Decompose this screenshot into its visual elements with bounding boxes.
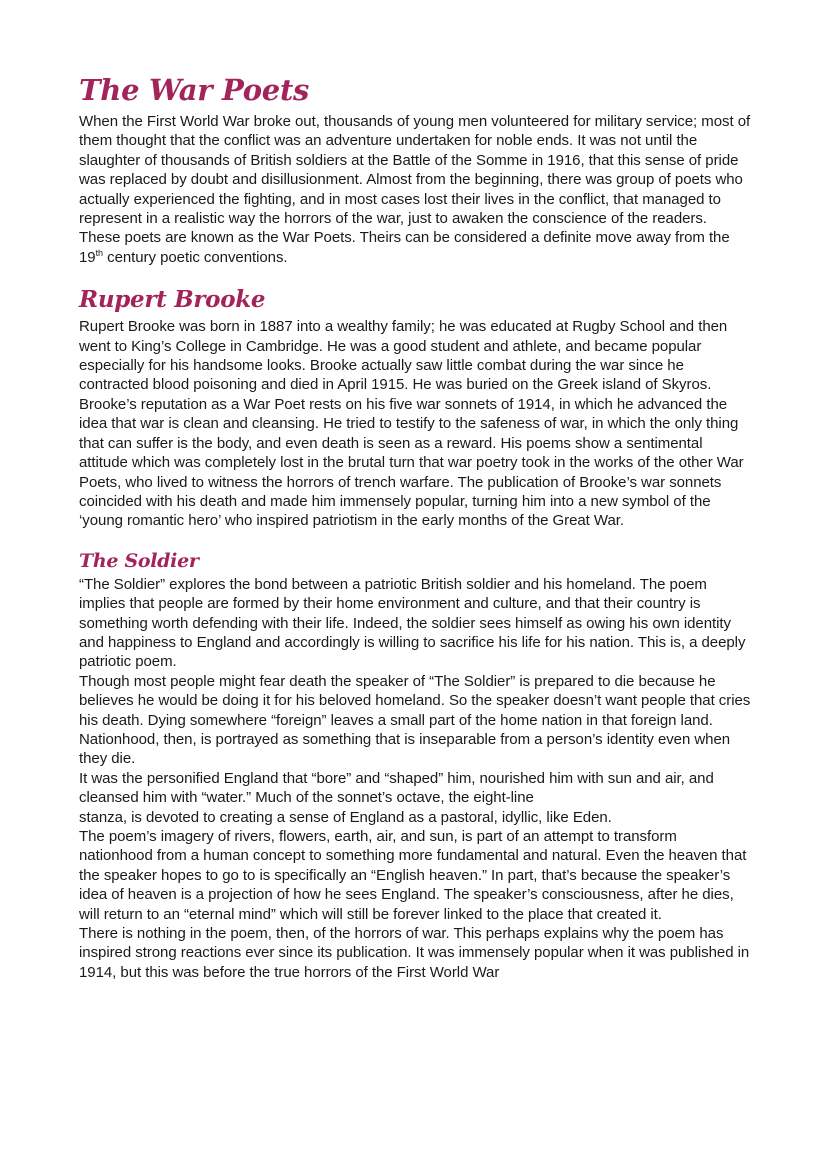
- paragraph-soldier-3b: stanza, is devoted to creating a sense of England as a pastoral, idyllic, like Eden.: [79, 808, 612, 826]
- paragraph-war-poets: [79, 112, 751, 267]
- paragraph-rupert-brooke: Rupert Brooke was born in 1887 into a wealthy family; he was educated at Rugby School and then went to King’s College in Cambridge. He was a good student and athlete, and became popular especially for his handsome looks. Brooke actually saw little combat during the war since he contracted blood poisoning and died in April 1915. He was buried on the Greek island of Skyros. Brooke’s reputation as a War Poet rests on his five war sonnets of 1914, in which he advanced the idea that war is clean and cleansing. He tried to testify to the safeness of war, in which the only thing that can suffer is the body, and even death is seen as a reward. His poems show a sentimental attitude which was completely lost in the brutal turn that war poetry took in the works of the other War Poets, who lived to witness the horrors of trench warfare. The publication of Brooke’s war sonnets coincided with his death and made him immensely popular, turning him into a new symbol of the ‘young romantic hero’ who inspired patriotism in the early months of the Great War.: [79, 318, 744, 530]
- paragraph-soldier-3a: It was the personified England that “bore” and “shaped” him, nourished him with sun and air, and cleansed him with “water.” Much of the sonnet’s octave, the eight-line: [79, 769, 714, 807]
- paragraph-soldier-2: Though most people might fear death the speaker of “The Soldier” is prepared to die because he believes he would be doing it for his beloved homeland. So the speaker doesn’t want people that cries his death. Dying somewhere “foreign” leaves a small part of the home nation in that foreign land. Nationhood, then, is portrayed as something that is inseparable from a person’s identity even when they die.: [79, 672, 751, 768]
- paragraph-war-poets-text: When the First World War broke out, thousands of young men volunteered for military service; most of them thought that the conflict was an adventure undertaken for noble ends. It was not until the slaughter of thousands of British soldiers at the Battle of the Somme in 1916, that this sense of pride was replaced by doubt and disillusionment. Almost from the beginning, there was group of poets who actually experienced the fighting, and in most cases lost their lives in the conflict, that managed to represent in a realistic way the horrors of the war, just to awaken the conscience of the readers. These poets are known as the War Poets. Theirs can be considered a definite move away from the 19: [79, 113, 751, 266]
- heading-rupert-brooke: Rupert Brooke: [79, 286, 266, 314]
- document-page: [79, 72, 751, 982]
- superscript-th: th: [95, 247, 103, 258]
- paragraph-soldier-1: “The Soldier” explores the bond between a patriotic British soldier and his homeland. The poem implies that people are formed by their home environment and culture, and that their country is something worth defending with their life. Indeed, the soldier sees himself as owing his own identity and happiness to England and accordingly is willing to sacrifice his life for his nation. This is, a deeply patriotic poem.: [79, 575, 746, 671]
- paragraph-war-poets-end: century poetic conventions.: [103, 248, 288, 266]
- paragraph-soldier-4: The poem’s imagery of rivers, flowers, earth, air, and sun, is part of an attempt to transform nationhood from a human concept to something more fundamental and natural. Even the heaven that the speaker hopes to go to is specifically an “English heaven.” In part, that’s because the speaker’s idea of heaven is a projection of how he sees England. The speaker’s consciousness, after he dies, will return to an “eternal mind” which will still be forever linked to the place that created it.: [79, 828, 747, 923]
- heading-the-soldier: The Soldier: [79, 549, 199, 572]
- paragraph-soldier-5: There is nothing in the poem, then, of the horrors of war. This perhaps explains why the poem has inspired strong reactions ever since its publication. It was immensely popular when it was published in 1914, but this was before the true horrors of the First World War: [79, 925, 750, 981]
- heading-war-poets: The War Poets: [79, 73, 310, 107]
